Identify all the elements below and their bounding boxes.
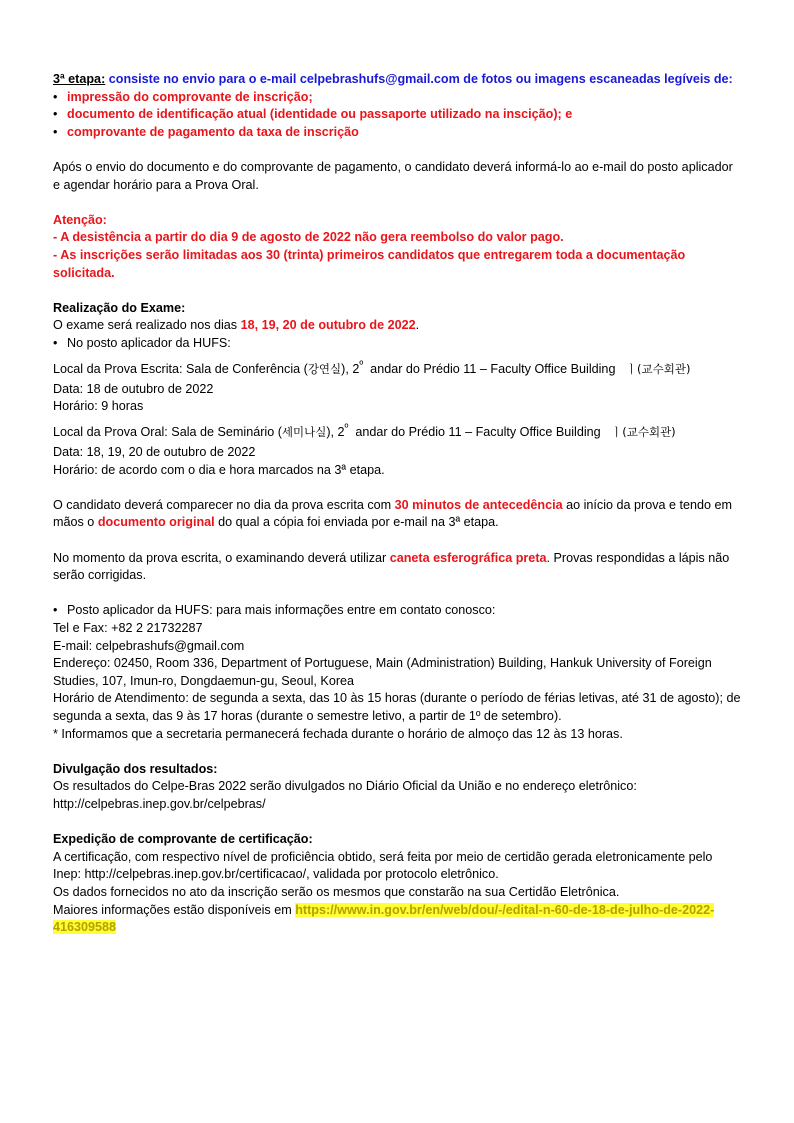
oral-loc-pre: Local da Prova Oral: Sala de Seminário ( [53,425,282,440]
stage3-intro: consiste no envio para o e-mail celpebrashufs@gmail.com de fotos ou imagens escaneadas legíveis de: [105,72,733,86]
results-title: Divulgação dos resultados: [53,761,218,776]
oral-loc-post: andar do Prédio 11 – Faculty Office Building [348,425,612,440]
exam-dates-post: . [415,318,420,333]
list-item [53,124,743,142]
pen-post: . Provas respondidas a lápis não serão corrigidas. [53,550,730,583]
floor-superscript: º [344,421,349,434]
contact-tel: Tel e Fax: +82 2 21732287 [53,621,203,635]
bullet-icon: • [53,124,58,139]
oral-time: Horário: de acordo com o dia e hora marcados na 3ª etapa. [53,462,385,477]
cert-text-2: Os dados fornecidos no ato da inscrição serão os mesmos que constarão na sua Certidão Eletrônica. [53,884,620,899]
arrive-highlight-2: documento original [97,515,215,530]
pen-highlight: caneta esferográfica preta [389,550,547,565]
oral-loc-mid: ), 2 [326,425,345,440]
bullet-icon: • [53,603,58,618]
attention-line-1: - A desistência a partir do dia 9 de agosto de 2022 não gera reembolso do valor pago. [53,230,564,245]
exam-dates [53,317,743,335]
written-time: Horário: 9 horas [53,399,144,414]
document-body [53,71,743,937]
attention-line-2: - As inscrições serão limitadas aos 30 (trinta) primeiros candidatos que entregarem toda a documentação solicitada. [53,247,686,280]
oral-location [53,416,743,444]
results-text: Os resultados do Celpe-Bras 2022 serão divulgados no Diário Oficial da União e no endereço eletrônico: http://celpebras.inep.gov.br/celpebras/ [53,779,637,811]
dou-link[interactable]: https://www.in.gov.br/en/web/dou/-/edital-n-60-de-18-de-julho-de-2022-416309588 [53,902,715,935]
contact-note: * Informamos que a secretaria permanecerá fechada durante o horário de almoço das 12 às 13 horas. [53,726,623,741]
contact-address: Endereço: 02450, Room 336, Department of Portuguese, Main (Administration) Building, Hankuk University of Foreign Studies, 107, Imun-ro, Dongdaemun-gu, Seoul, Korea [53,656,712,688]
attention-title: Atenção: [53,212,107,227]
cert-more-pre: Maiores informações estão disponíveis em [53,902,296,917]
cert-title: Expedição de comprovante de certificação: [53,832,313,847]
arrive-highlight-1: 30 minutos de antecedência [394,497,563,512]
written-date: Data: 18 de outubro de 2022 [53,381,214,396]
bullet-icon: • [53,89,58,104]
exam-dates-highlight: 18, 19, 20 de outubro de 2022 [240,318,416,333]
arrive-pre: O candidato deverá comparecer no dia da prova escrita com [53,497,395,512]
pen-pre: No momento da prova escrita, o examinando deverá utilizar [53,550,390,565]
stage3-heading [53,71,743,89]
arrive-mid: ao início da prova e tendo em mãos o [53,497,733,530]
bullet-icon: • [53,335,58,350]
floor-superscript: º [359,358,364,371]
written-location [53,353,743,381]
cert-text-1: A certificação, com respectivo nível de proficiência obtido, será feita por meio de certidão gerada eletronicamente pelo Inep: http://celpebras.inep.gov.br/certificacao/, validada por protocolo eletrônico. [53,849,713,882]
building-korean: ㅣ(교수회관) [625,361,691,376]
bullet-icon: • [53,107,58,122]
contact-hours: Horário de Atendimento: de segunda a sexta, das 10 às 15 horas (durante o período de férias letivas, até 31 de agosto); de segunda a sexta, das 9 às 17 horas (durante o semestre letivo, a partir de 1º de setembro). [53,691,741,723]
arrive-post: do qual a cópia foi enviada por e-mail na 3ª etapa. [214,515,499,530]
written-loc-pre: Local da Prova Escrita: Sala de Conferência ( [53,361,308,376]
arrive-paragraph [53,497,743,532]
stage3-label: 3ª etapa: [53,72,106,86]
oral-date: Data: 18, 19, 20 de outubro de 2022 [53,445,256,460]
stage3-item-1: impressão do comprovante de inscrição; [67,89,313,104]
list-item [53,89,743,107]
written-loc-korean: 강연실 [307,361,342,376]
exam-title: Realização do Exame: [53,300,186,315]
post-label: No posto aplicador da HUFS: [67,335,231,350]
contact-intro: Posto aplicador da HUFS: para mais informações entre em contato conosco: [67,603,496,618]
after-send-paragraph: Após o envio do documento e do comprovante de pagamento, o candidato deverá informá-lo ao e-mail do posto aplicador e agendar horário para a Prova Oral. [53,159,733,192]
written-loc-post: andar do Prédio 11 – Faculty Office Building [363,361,626,376]
stage3-item-3: comprovante de pagamento da taxa de inscrição [67,124,359,139]
list-item [53,106,743,124]
stage3-item-2: documento de identificação atual (identidade ou passaporte utilizado na inscição); e [67,107,573,122]
oral-loc-korean: 세미나실 [281,425,327,440]
pen-paragraph [53,550,743,585]
cert-more [53,902,743,937]
written-loc-mid: ), 2 [341,361,360,376]
list-item [53,335,743,353]
list-item [53,602,743,620]
contact-email: E-mail: celpebrashufs@gmail.com [53,638,245,653]
exam-dates-pre: O exame será realizado nos dias [53,318,241,333]
building-korean: ㅣ(교수회관) [611,425,676,440]
